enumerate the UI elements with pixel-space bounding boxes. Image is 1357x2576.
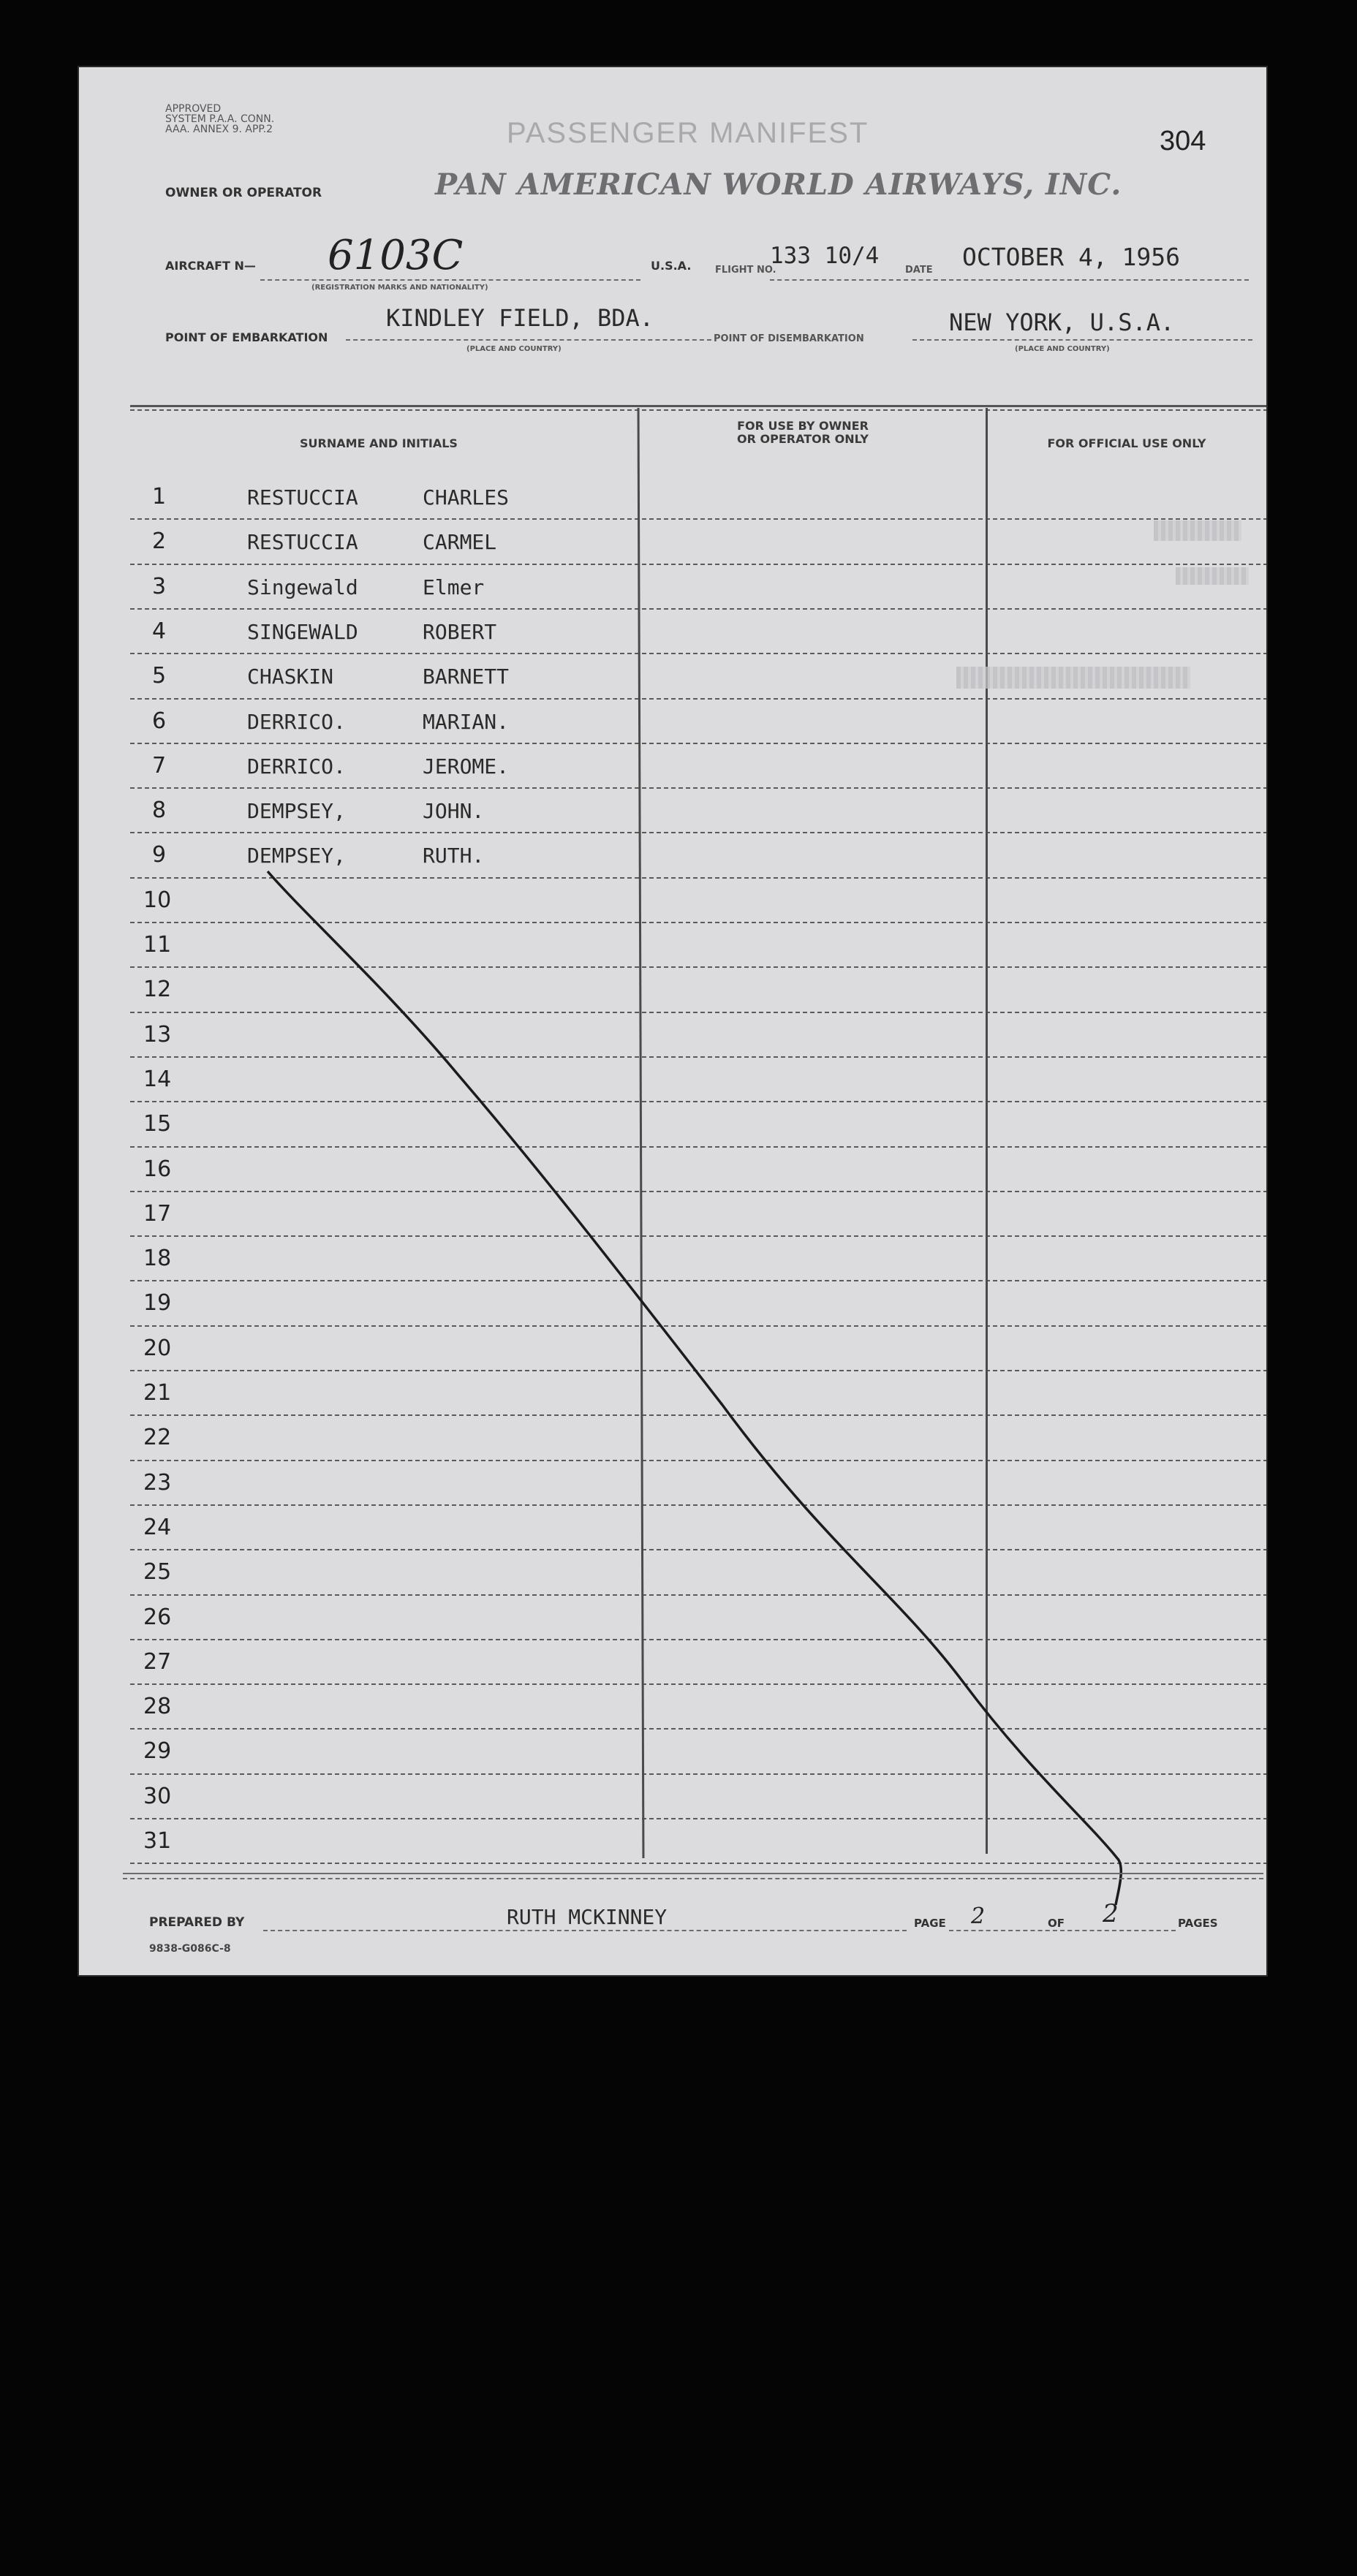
row-number: 22	[143, 1425, 172, 1451]
row-number: 9	[152, 842, 167, 868]
row-number: 28	[143, 1694, 172, 1720]
row-number: 24	[143, 1514, 172, 1540]
row-number: 13	[143, 1021, 172, 1048]
prepared-value: RUTH MCKINNEY	[507, 1905, 668, 1929]
row-number: 2	[152, 529, 167, 555]
approval-stamp: APPROVED SYSTEM P.A.A. CONN. AAA. ANNEX 9. APP.2	[165, 103, 275, 135]
embarkation-value: KINDLEY FIELD, BDA.	[386, 304, 654, 332]
passenger-given-name: RUTH.	[423, 844, 485, 868]
row-number: 6	[152, 708, 167, 734]
passenger-given-name: JOHN.	[423, 799, 485, 824]
disembarkation-value: NEW YORK, U.S.A.	[949, 308, 1175, 336]
disembarkation-label: POINT OF DISEMBARKATION	[714, 333, 864, 344]
row-number: 16	[143, 1156, 172, 1182]
embarkation-label: POINT OF EMBARKATION	[165, 330, 328, 344]
row-number: 15	[143, 1111, 172, 1137]
row-number: 10	[143, 887, 172, 913]
row-number: 11	[143, 932, 172, 958]
page-label: PAGE	[914, 1917, 946, 1930]
passenger-given-name: MARIAN.	[423, 709, 510, 734]
prepared-label: PREPARED BY	[149, 1915, 245, 1930]
passenger-surname: Singewald	[247, 575, 358, 599]
row-number: 17	[143, 1200, 172, 1227]
row-number: 19	[143, 1290, 172, 1317]
passenger-surname: CHASKIN	[247, 664, 334, 689]
page-underline	[949, 1930, 1176, 1931]
disembarkation-note: (PLACE AND COUNTRY)	[1015, 345, 1110, 353]
embarkation-note: (PLACE AND COUNTRY)	[466, 345, 562, 353]
passenger-given-name: BARNETT	[423, 664, 510, 689]
passenger-surname: DERRICO.	[247, 709, 346, 734]
form-code: 9838-G086C-8	[149, 1943, 231, 1955]
row-number: 4	[152, 618, 167, 644]
flight-value: 133 10/4	[770, 243, 880, 269]
of-value: 2	[1103, 1899, 1119, 1928]
passenger-surname: DEMPSEY,	[247, 799, 346, 824]
aircraft-value: 6103C	[328, 232, 464, 279]
passenger-given-name: CARMEL	[423, 530, 497, 555]
manifest-sheet	[79, 67, 1266, 1975]
date-value: OCTOBER 4, 1956	[962, 243, 1181, 271]
of-label: OF	[1048, 1917, 1065, 1930]
col-header-official: FOR OFFICIAL USE ONLY	[1047, 436, 1206, 450]
passenger-surname: DEMPSEY,	[247, 844, 346, 868]
prepared-underline	[263, 1930, 907, 1931]
footer-rule	[123, 1873, 1263, 1874]
row-number: 30	[143, 1783, 172, 1809]
aircraft-label: AIRCRAFT N—	[165, 259, 256, 273]
passenger-given-name: Elmer	[423, 575, 485, 599]
passenger-surname: RESTUCCIA	[247, 485, 358, 509]
document-title: PASSENGER MANIFEST	[507, 117, 869, 149]
row-number: 23	[143, 1469, 172, 1496]
row-number: 1	[152, 484, 167, 509]
page-number: 304	[1160, 126, 1206, 156]
row-number: 12	[143, 977, 172, 1003]
row-number: 29	[143, 1738, 172, 1765]
row-number: 21	[143, 1380, 172, 1406]
row-number: 3	[152, 573, 167, 599]
row-number: 18	[143, 1246, 172, 1272]
passenger-surname: RESTUCCIA	[247, 530, 358, 555]
col-header-owner: FOR USE BY OWNER OR OPERATOR ONLY	[737, 419, 869, 446]
row-number: 7	[152, 752, 167, 779]
page-value: 2	[971, 1903, 986, 1929]
pages-label: PAGES	[1178, 1917, 1218, 1930]
airline-name: PAN AMERICAN WORLD AIRWAYS, INC.	[435, 167, 1122, 202]
row-number: 25	[143, 1559, 172, 1586]
row-number: 20	[143, 1335, 172, 1361]
row-number: 31	[143, 1828, 172, 1854]
passenger-given-name: JEROME.	[423, 754, 510, 779]
passenger-given-name: CHARLES	[423, 485, 510, 509]
passenger-surname: SINGEWALD	[247, 619, 358, 644]
passenger-surname: DERRICO.	[247, 754, 346, 779]
footer-rule-2	[123, 1878, 1263, 1879]
usa-label: U.S.A.	[651, 259, 692, 273]
row-number: 8	[152, 798, 167, 824]
date-label: DATE	[905, 265, 933, 276]
cancellation-stroke	[79, 67, 1266, 1975]
registration-note: (REGISTRATION MARKS AND NATIONALITY)	[311, 284, 488, 292]
col-header-surname: SURNAME AND INITIALS	[300, 436, 458, 450]
owner-label: OWNER OR OPERATOR	[165, 186, 322, 200]
passenger-given-name: ROBERT	[423, 619, 497, 644]
row-number: 26	[143, 1604, 172, 1630]
row-number: 5	[152, 663, 167, 689]
flight-label: FLIGHT NO.	[715, 265, 776, 276]
row-number: 27	[143, 1648, 172, 1675]
row-number: 14	[143, 1066, 172, 1092]
